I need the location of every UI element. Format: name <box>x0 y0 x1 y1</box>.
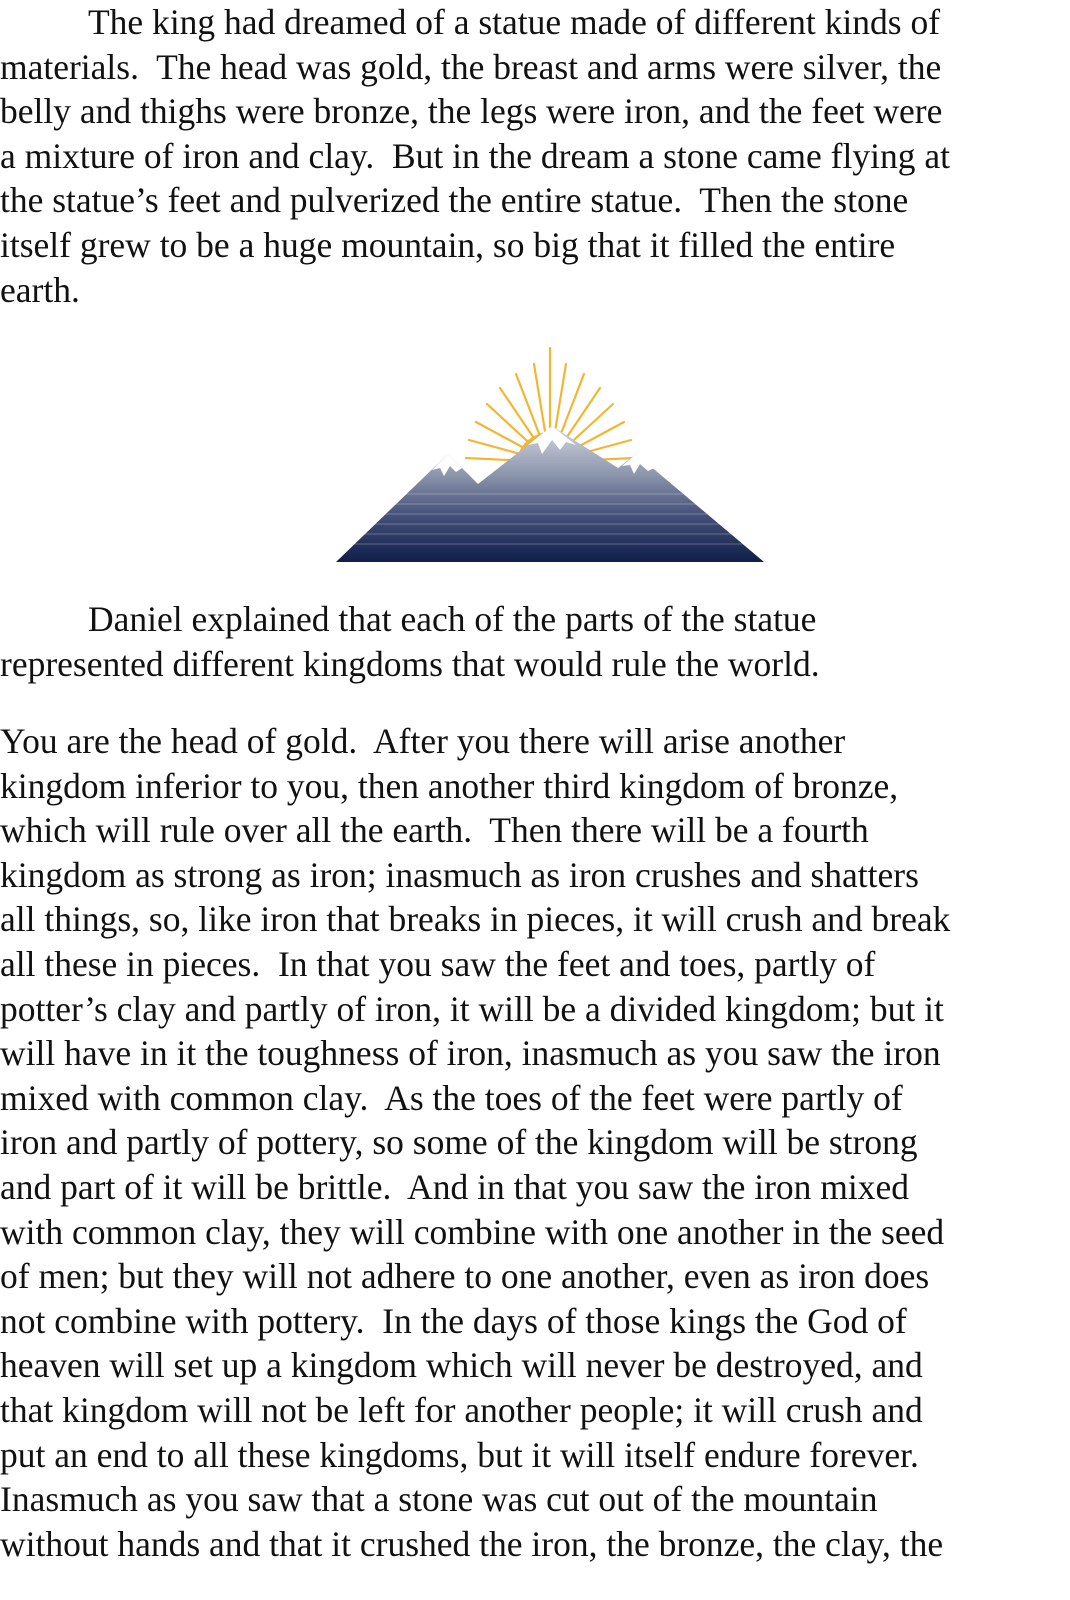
text-line: without hands and that it crushed the iron, the bronze, the clay, the <box>0 1523 944 1564</box>
text-line: iron and partly of pottery, so some of the kingdom will be strong <box>0 1122 918 1163</box>
text-line: which will rule over all the earth. Then there will be a fourth <box>0 810 869 851</box>
text-line: belly and thighs were bronze, the legs were iron, and the feet were <box>0 91 943 132</box>
text-line: materials. The head was gold, the breast and arms were silver, the <box>0 46 942 87</box>
text-line: kingdom as strong as iron; inasmuch as iron crushes and shatters <box>0 854 919 895</box>
text-line: The king had dreamed of a statue made of different kinds of <box>88 2 941 42</box>
text-line: mixed with common clay. As the toes of the feet were partly of <box>0 1077 903 1118</box>
mountain-sunrise-icon <box>330 344 770 566</box>
paragraph-explanation <box>0 597 820 686</box>
text-line: heaven will set up a kingdom which will never be destroyed, and <box>0 1345 923 1386</box>
paragraph-interpretation <box>0 719 950 1566</box>
text-line: not combine with pottery. In the days of those kings the God of <box>0 1300 907 1341</box>
paragraph-dream <box>0 0 950 312</box>
text-line: put an end to all these kingdoms, but it will itself endure forever. <box>0 1434 919 1475</box>
text-line: Daniel explained that each of the parts of the statue <box>88 599 817 639</box>
text-line: of men; but they will not adhere to one another, even as iron does <box>0 1256 930 1297</box>
text-line: Inasmuch as you saw that a stone was cut out of the mountain <box>0 1479 878 1520</box>
text-line: represented different kingdoms that would rule the world. <box>0 643 820 684</box>
text-line: with common clay, they will combine with one another in the seed <box>0 1211 945 1252</box>
text-line: all things, so, like iron that breaks in pieces, it will crush and break <box>0 899 951 940</box>
text-line: all these in pieces. In that you saw the feet and toes, partly of <box>0 943 876 984</box>
text-line: potter’s clay and partly of iron, it will be a divided kingdom; but it <box>0 988 944 1029</box>
text-line: a mixture of iron and clay. But in the dream a stone came flying at <box>0 135 950 176</box>
text-line: itself grew to be a huge mountain, so big that it filled the entire <box>0 224 896 265</box>
text-line: kingdom inferior to you, then another third kingdom of bronze, <box>0 765 899 806</box>
text-line: will have in it the toughness of iron, inasmuch as you saw the iron <box>0 1033 941 1074</box>
text-line: that kingdom will not be left for another people; it will crush and <box>0 1389 923 1430</box>
text-line: the statue’s feet and pulverized the entire statue. Then the stone <box>0 180 909 221</box>
text-line: earth. <box>0 269 80 310</box>
text-line: You are the head of gold. After you there will arise another <box>0 721 846 761</box>
text-line: and part of it will be brittle. And in that you saw the iron mixed <box>0 1166 910 1207</box>
